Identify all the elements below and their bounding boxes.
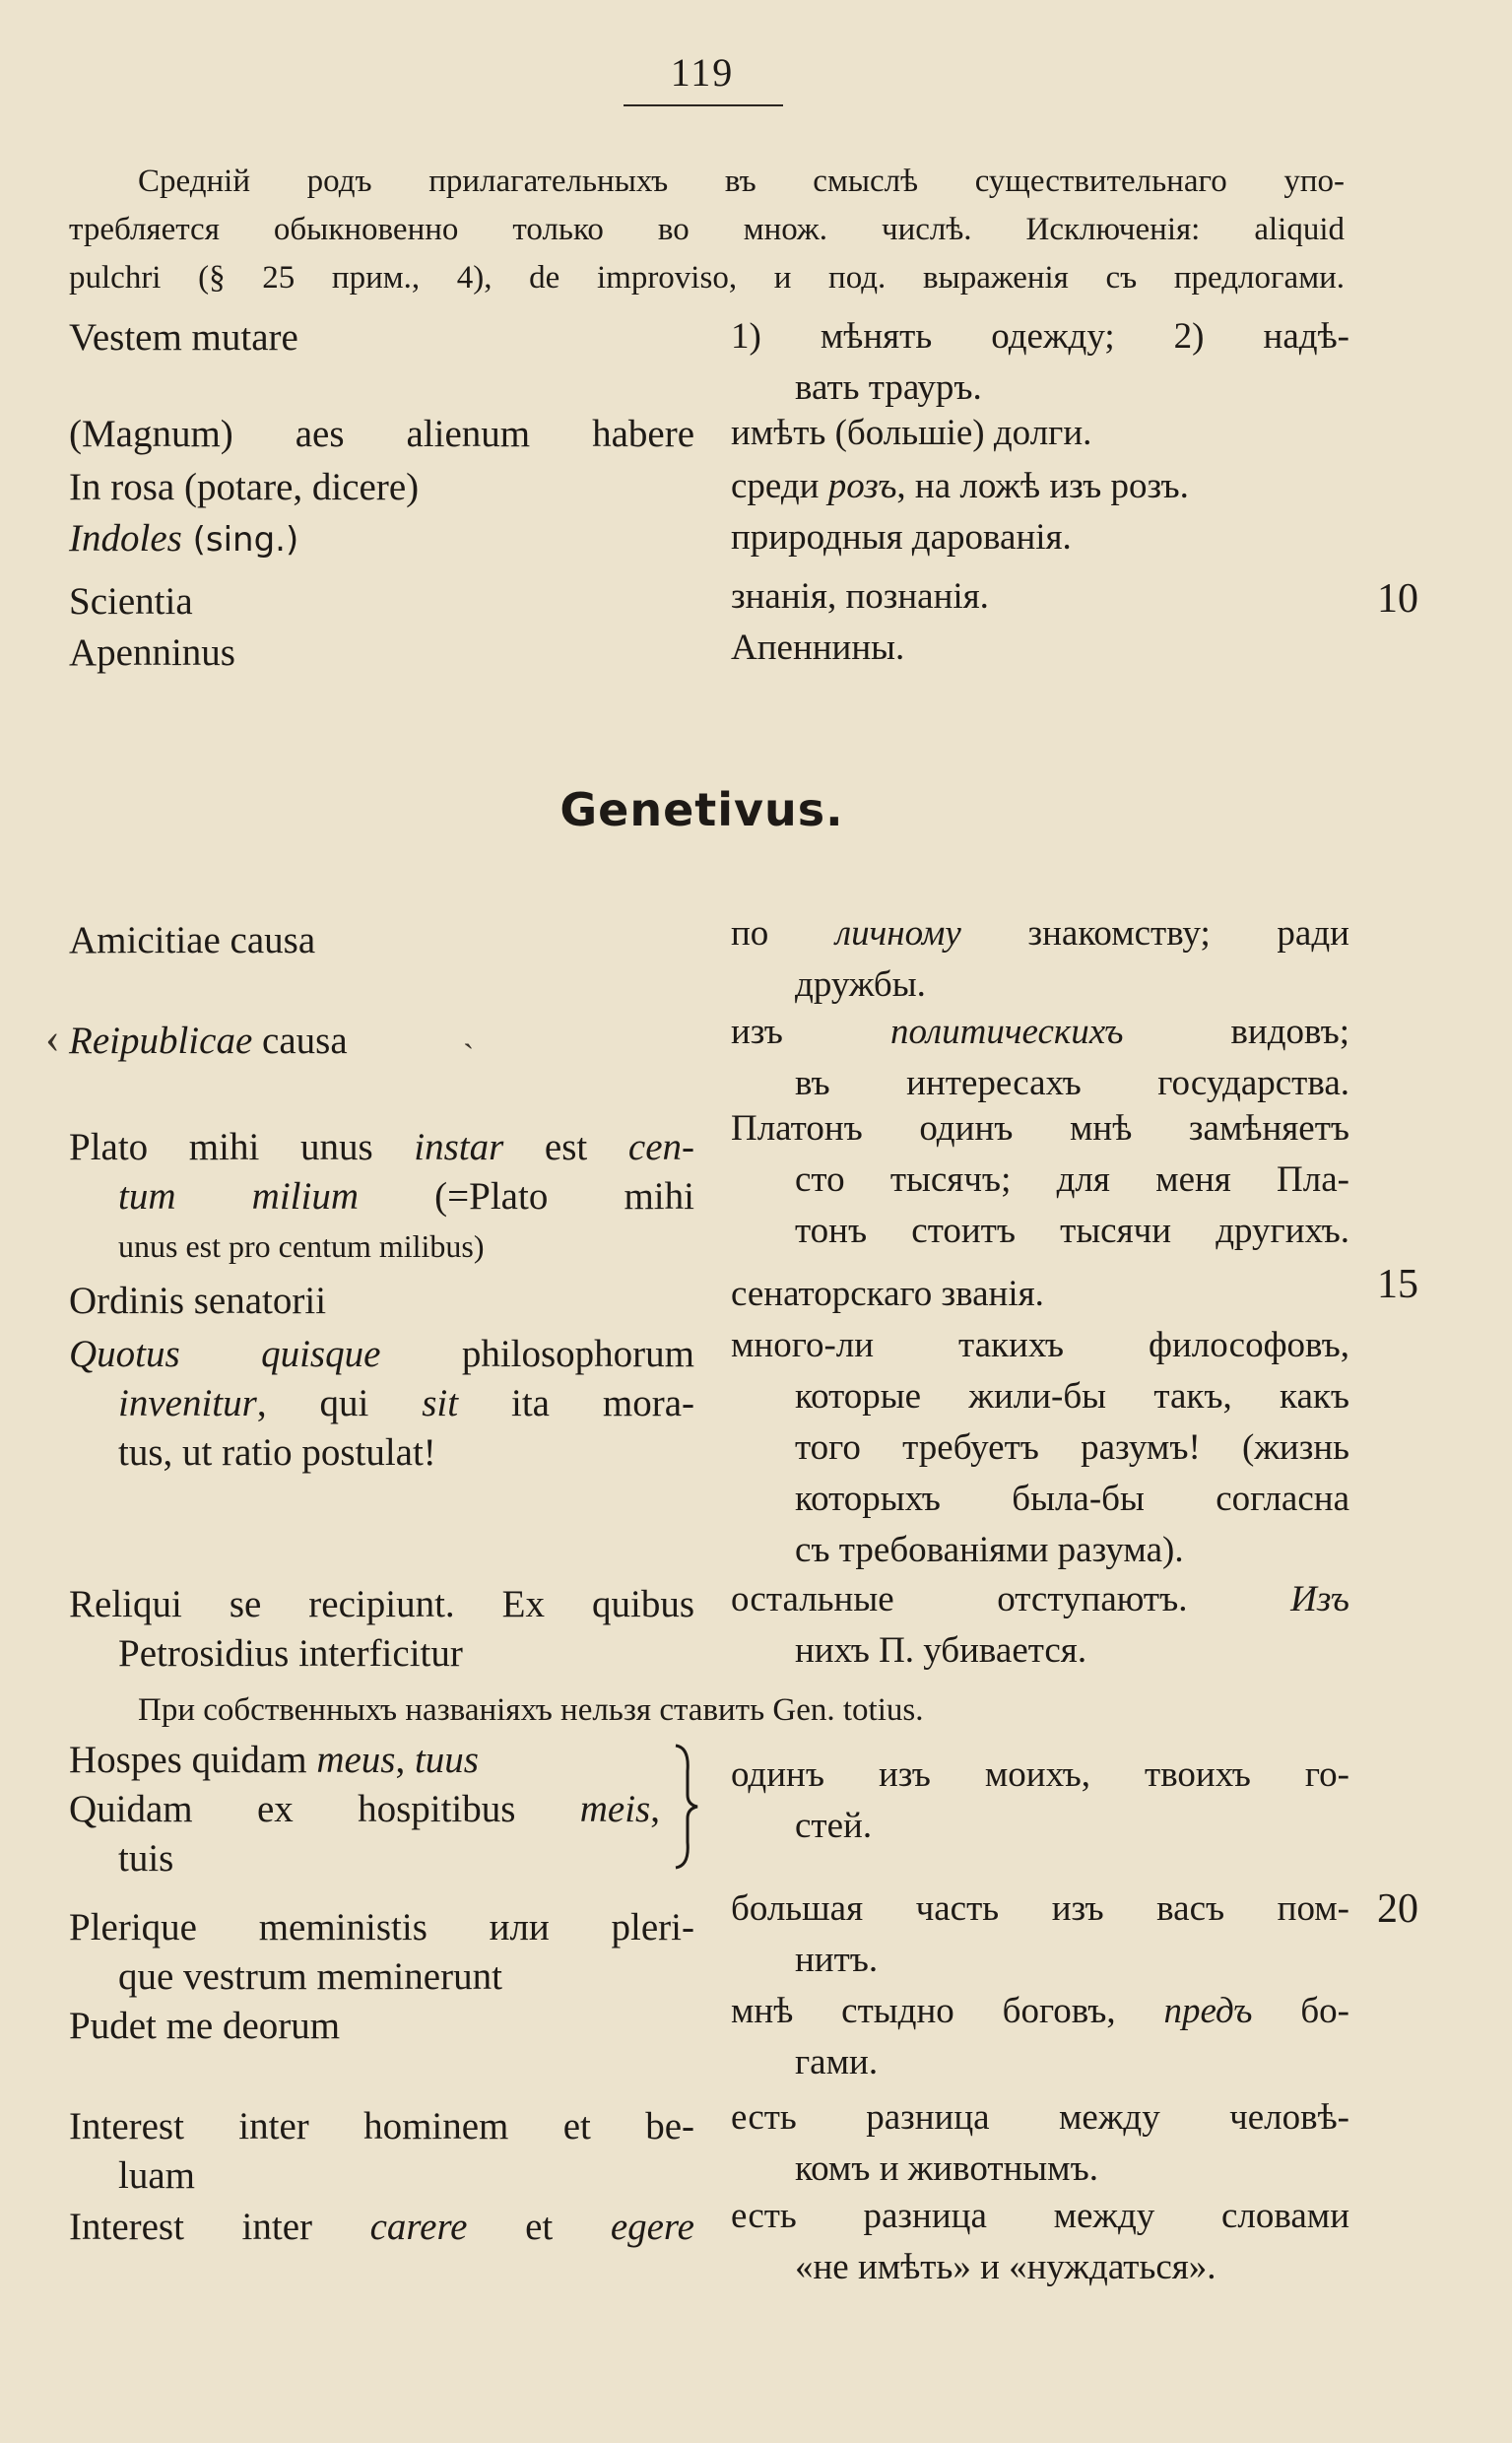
text-segment: остальные отступаютъ. bbox=[731, 1579, 1291, 1619]
text-segment: tum milium bbox=[118, 1175, 359, 1218]
text-segment: , bbox=[650, 1788, 660, 1830]
text-segment: et bbox=[467, 2206, 611, 2248]
russian-translation bbox=[731, 2191, 1349, 2293]
text-segment: личному bbox=[835, 913, 961, 954]
margin-pencil-mark: ˎ bbox=[463, 1013, 475, 1049]
text-line bbox=[69, 2203, 694, 2252]
text-segment: unus est pro centum milibus) bbox=[118, 1228, 485, 1264]
text-segment: имѣть (большіе) долги. bbox=[731, 413, 1092, 453]
latin-phrase bbox=[69, 1330, 694, 1478]
text-segment: Quotus quisque bbox=[69, 1333, 381, 1375]
intro-line: Средній родъ прилагательныхъ въ смыслѣ существительнаго упо- bbox=[138, 164, 1345, 199]
page-number: 119 bbox=[670, 50, 735, 95]
latin-phrase bbox=[69, 1736, 660, 1883]
text-segment: carere bbox=[369, 2206, 468, 2248]
text-line bbox=[69, 1330, 694, 1379]
russian-translation bbox=[731, 311, 1349, 414]
text-segment: (Magnum) aes alienum habere bbox=[69, 413, 694, 455]
text-segment: много-ли такихъ философовъ, bbox=[731, 1325, 1349, 1365]
latin-phrase bbox=[69, 2102, 694, 2201]
text-line bbox=[731, 908, 1349, 959]
russian-translation bbox=[731, 623, 1349, 674]
text-segment: Pudet me deorum bbox=[69, 2005, 341, 2047]
text-segment: мнѣ стыдно боговъ, bbox=[731, 1991, 1164, 2031]
russian-translation bbox=[731, 461, 1349, 512]
text-line bbox=[731, 1574, 1349, 1625]
text-segment: tuus bbox=[414, 1739, 479, 1781]
text-segment: есть разница между словами bbox=[731, 2196, 1349, 2236]
line-number: 10 bbox=[1377, 576, 1418, 622]
text-segment: нитъ. bbox=[795, 1940, 879, 1980]
text-segment: изъ bbox=[731, 1012, 890, 1052]
text-segment: invenitur bbox=[118, 1382, 257, 1424]
text-line bbox=[731, 461, 1349, 512]
text-segment: (=Plato mihi bbox=[359, 1175, 694, 1218]
page-number-rule bbox=[624, 104, 783, 106]
latin-phrase bbox=[69, 916, 694, 965]
text-line bbox=[69, 1379, 694, 1428]
section-heading: Genetivus. bbox=[559, 783, 844, 836]
text-segment: одинъ изъ моихъ, твоихъ го- bbox=[731, 1754, 1349, 1795]
russian-translation bbox=[731, 1574, 1349, 1677]
text-line bbox=[731, 1007, 1349, 1058]
text-segment: ita mora- bbox=[458, 1382, 694, 1424]
latin-phrase bbox=[69, 463, 694, 512]
text-segment: Interest inter hominem et be- bbox=[69, 2105, 694, 2147]
text-line bbox=[69, 1736, 660, 1785]
text-segment: Reipublicae bbox=[69, 1020, 253, 1062]
text-segment: Interest inter bbox=[69, 2206, 370, 2248]
text-segment: meis bbox=[579, 1788, 651, 1830]
russian-translation bbox=[731, 1103, 1349, 1257]
latin-phrase bbox=[69, 1123, 694, 1271]
latin-phrase bbox=[69, 2002, 694, 2051]
text-segment: est bbox=[503, 1126, 628, 1168]
right-brace-icon bbox=[672, 1742, 701, 1872]
text-segment: meus bbox=[316, 1739, 396, 1781]
text-segment: philosophorum bbox=[380, 1333, 695, 1375]
line-number: 20 bbox=[1377, 1886, 1418, 1932]
latin-phrase bbox=[69, 1017, 694, 1066]
russian-translation bbox=[731, 1883, 1349, 1986]
text-line bbox=[69, 514, 694, 564]
latin-phrase bbox=[69, 1903, 694, 2002]
text-segment: есть разница между человѣ- bbox=[731, 2097, 1349, 2138]
intro-line: pulchri (§ 25 прим., 4), de improviso, и под. выраженія съ предлогами. bbox=[69, 260, 1345, 296]
russian-translation bbox=[731, 1007, 1349, 1109]
text-segment: Hospes quidam bbox=[69, 1739, 317, 1781]
text-segment: que vestrum meminerunt bbox=[118, 1955, 502, 1998]
text-segment: тонъ стоитъ тысячи другихъ. bbox=[795, 1211, 1349, 1251]
text-segment: которыхъ была-бы согласна bbox=[795, 1479, 1349, 1519]
text-segment: Plato mihi unus bbox=[69, 1126, 415, 1168]
latin-phrase bbox=[69, 1580, 694, 1679]
text-segment: In rosa (potare, dicere) bbox=[69, 466, 420, 508]
russian-translation bbox=[731, 1320, 1349, 1576]
text-segment: политическихъ bbox=[889, 1012, 1124, 1052]
text-segment: egere bbox=[610, 2206, 694, 2248]
margin-tick-mark: ‹ bbox=[45, 1014, 60, 1062]
text-segment: Reliqui se recipiunt. Ex quibus bbox=[69, 1583, 694, 1625]
text-line bbox=[69, 1785, 660, 1834]
text-segment: гами. bbox=[795, 2042, 879, 2082]
text-segment: cen- bbox=[627, 1126, 694, 1168]
text-segment: того требуетъ разумъ! (жизнь bbox=[795, 1427, 1349, 1468]
russian-translation bbox=[731, 1269, 1349, 1320]
text-segment: по bbox=[731, 913, 836, 954]
text-segment: знакомству; ради bbox=[960, 913, 1349, 954]
text-segment: tus, ut ratio postulat! bbox=[118, 1431, 436, 1474]
latin-phrase bbox=[69, 313, 694, 363]
latin-phrase bbox=[69, 410, 694, 459]
text-segment: которые жили-бы такъ, какъ bbox=[795, 1376, 1349, 1417]
latin-phrase bbox=[69, 1277, 694, 1326]
latin-phrase bbox=[69, 2203, 694, 2252]
latin-phrase bbox=[69, 514, 694, 564]
text-line bbox=[731, 1986, 1349, 2037]
text-line bbox=[69, 1123, 694, 1172]
text-segment: Plerique meministis или pleri- bbox=[69, 1906, 694, 1948]
text-segment: Indoles bbox=[69, 517, 182, 560]
text-segment: комъ и животнымъ. bbox=[795, 2148, 1098, 2189]
text-segment: (sing.) bbox=[181, 520, 299, 560]
russian-translation bbox=[731, 1750, 1349, 1852]
text-segment: «не имѣть» и «нуждаться». bbox=[795, 2247, 1216, 2287]
text-segment: природныя дарованія. bbox=[731, 517, 1072, 558]
text-segment: съ требованіями разума). bbox=[795, 1530, 1184, 1570]
text-segment: сто тысячъ; для меня Пла- bbox=[795, 1159, 1349, 1200]
text-segment: luam bbox=[118, 2154, 195, 2197]
text-line bbox=[69, 1172, 694, 1222]
text-segment: , bbox=[395, 1739, 415, 1781]
text-segment: розъ bbox=[827, 466, 897, 506]
text-segment: большая часть изъ васъ пом- bbox=[731, 1888, 1349, 1929]
text-segment: , на ложѣ изъ розъ. bbox=[896, 466, 1189, 506]
russian-translation bbox=[731, 571, 1349, 623]
text-segment: бо- bbox=[1252, 1991, 1349, 2031]
text-segment: tuis bbox=[118, 1837, 174, 1880]
russian-translation bbox=[731, 2092, 1349, 2195]
text-segment: сенаторскаго званія. bbox=[731, 1274, 1044, 1314]
text-segment: Платонъ одинъ мнѣ замѣняетъ bbox=[731, 1108, 1349, 1149]
text-segment: Petrosidius interficitur bbox=[118, 1632, 463, 1675]
text-segment: въ интересахъ государства. bbox=[795, 1063, 1349, 1103]
text-segment: дружбы. bbox=[795, 964, 926, 1005]
text-segment: 1) мѣнять одежду; 2) надѣ- bbox=[731, 316, 1349, 357]
russian-translation bbox=[731, 512, 1349, 563]
latin-phrase bbox=[69, 628, 694, 678]
text-segment: видовъ; bbox=[1123, 1012, 1349, 1052]
text-segment: Изъ bbox=[1290, 1579, 1349, 1619]
text-segment: Vestem mutare bbox=[69, 316, 298, 359]
text-segment: , qui bbox=[256, 1382, 423, 1424]
text-segment: instar bbox=[414, 1126, 504, 1168]
footnote-remark: При собственныхъ названіяхъ нельзя ставить Gen. totius. bbox=[138, 1692, 924, 1728]
intro-paragraph bbox=[69, 158, 1345, 302]
text-segment: causa bbox=[252, 1020, 348, 1062]
text-segment: вать трауръ. bbox=[795, 367, 982, 408]
line-number: 15 bbox=[1377, 1262, 1418, 1307]
text-segment: Quidam ex hospitibus bbox=[69, 1788, 580, 1830]
text-segment: знанія, познанія. bbox=[731, 576, 989, 617]
text-segment: Ordinis senatorii bbox=[69, 1280, 327, 1322]
text-segment: Scientia bbox=[69, 580, 193, 623]
text-segment: стей. bbox=[795, 1806, 873, 1846]
text-segment: Apenninus bbox=[69, 631, 235, 674]
russian-translation bbox=[731, 408, 1349, 459]
text-segment: Amicitiae causa bbox=[69, 919, 316, 961]
text-segment: среди bbox=[731, 466, 828, 506]
text-segment: нихъ П. убивается. bbox=[795, 1630, 1087, 1671]
intro-line: требляется обыкновенно только во множ. числѣ. Исключенія: aliquid bbox=[69, 212, 1345, 247]
text-segment: sit bbox=[422, 1382, 459, 1424]
text-line bbox=[69, 1017, 694, 1066]
russian-translation bbox=[731, 1986, 1349, 2088]
text-segment: предъ bbox=[1163, 1991, 1253, 2031]
russian-translation bbox=[731, 908, 1349, 1011]
text-segment: Апеннины. bbox=[731, 627, 905, 668]
latin-phrase bbox=[69, 577, 694, 627]
